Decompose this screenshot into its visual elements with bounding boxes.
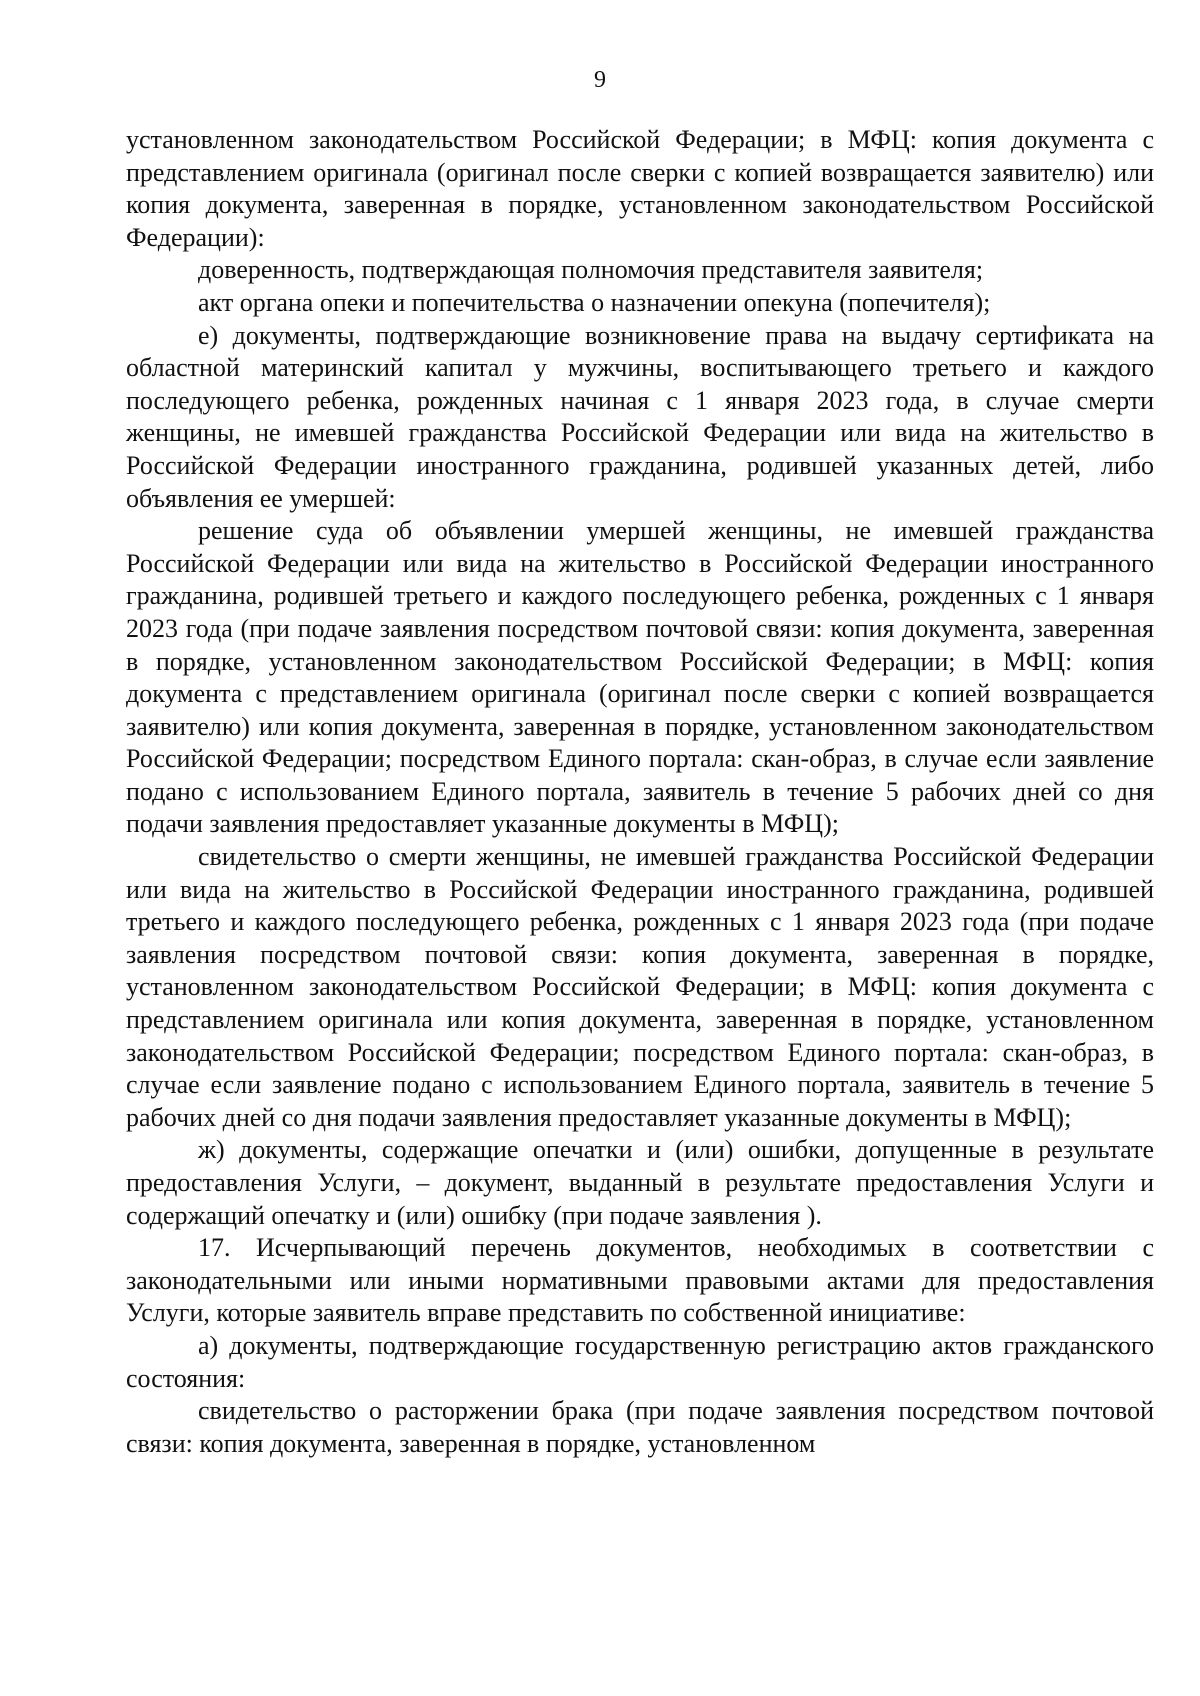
paragraph-item-e: е) документы, подтверждающие возникновение права на выдачу сертификата на областной материнский капитал у мужчины, воспитывающего третьего и каждого последующего ребенка, рожденных начиная с 1 января 2023 года, в случае смерти женщины, не имевшей гражданства Российской Федерации или вида на жительство в Российской Федерации иностранного гражданина, родившей указанных детей, либо объявления ее умершей:: [126, 320, 1154, 513]
document-body: [126, 124, 1154, 1460]
paragraph-item-a: а) документы, подтверждающие государственную регистрацию актов гражданского состояния:: [126, 1330, 1154, 1393]
paragraph-power-of-attorney: доверенность, подтверждающая полномочия представителя заявителя;: [198, 255, 984, 285]
paragraph-item-zh: ж) документы, содержащие опечатки и (или) ошибки, допущенные в результате предоставления Услуги, – документ, выданный в результате предоставления Услуги и содержащий опечатку и (или) ошибку (при подаче заявления ).: [126, 1135, 1154, 1230]
paragraph-continuation: установленном законодательством Российской Федерации; в МФЦ: копия документа с представлением оригинала (оригинал после сверки с копией возвращается заявителю) или копия документа, заверенная в порядке, установленном законодательством Российской Федерации):: [126, 125, 1154, 252]
paragraph-section-17: 17. Исчерпывающий перечень документов, необходимых в соответствии с законодательными или иными нормативными правовыми актами для предоставления Услуги, которые заявитель вправе представить по собственной инициативе:: [126, 1233, 1154, 1328]
paragraph-divorce-certificate: свидетельство о расторжении брака (при подаче заявления посредством почтовой связи: копия документа, заверенная в порядке, установленном: [126, 1396, 1154, 1458]
page-number: 9: [594, 67, 606, 93]
paragraph-guardianship-act: акт органа опеки и попечительства о назначении опекуна (попечителя);: [198, 287, 991, 317]
paragraph-death-certificate: свидетельство о смерти женщины, не имевшей гражданства Российской Федерации или вида на жительство в Российской Федерации иностранного гражданина, родившей третьего и каждого последующего ребенка, рожденных с 1 января 2023 года (при подаче заявления посредством почтовой связи: копия документа, заверенная в порядке, установленном законодательством Российской Федерации; в МФЦ: копия документа с представлением оригинала или копия документа, заверенная в порядке, установленном законодательством Российской Федерации; посредством Единого портала: скан-образ, в случае если заявление подано с использованием Единого портала, заявитель в течение 5 рабочих дней со дня подачи заявления предоставляет указанные документы в МФЦ);: [126, 842, 1154, 1132]
paragraph-court-decision: решение суда об объявлении умершей женщины, не имевшей гражданства Российской Федерации или вида на жительство в Российской Федерации иностранного гражданина, родившей третьего и каждого последующего ребенка, рожденных с 1 января 2023 года (при подаче заявления посредством почтовой связи: копия документа, заверенная в порядке, установленном законодательством Российской Федерации; в МФЦ: копия документа с представлением оригинала (оригинал после сверки с копией возвращается заявителю) или копия документа, заверенная в порядке, установленном законодательством Российской Федерации; посредством Единого портала: скан-образ, в случае если заявление подано с использованием Единого портала, заявитель в течение 5 рабочих дней со дня подачи заявления предоставляет указанные документы в МФЦ);: [126, 516, 1154, 839]
